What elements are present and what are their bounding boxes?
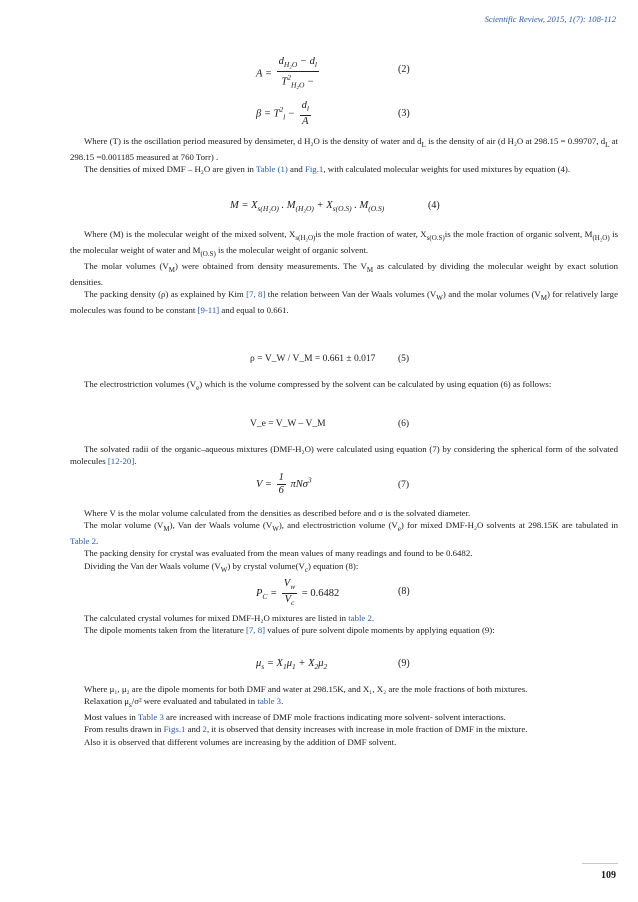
equation-4 — [0, 198, 638, 228]
link-ref-12-20[interactable]: [12-20] — [107, 456, 135, 467]
equation-5-number: (5) — [398, 354, 410, 364]
equation-5-formula: ρ = V_W / V_M = 0.661 ± 0.017 — [250, 354, 376, 364]
paragraph-packing-density: The packing density (ρ) as explained by Kim [7, 8] the relation between Van der Waals volumes $(V_W)$ and the molar volumes $(V_M)$ for relatively large molecules was found to be constant [9-11] and equal to 0.661. — [70, 289, 618, 316]
link-table-3-upper[interactable]: Table 3 — [137, 712, 164, 723]
page-number: 109 — [601, 870, 616, 881]
equation-6-number: (6) — [398, 419, 410, 429]
link-ref-7-8-b[interactable]: [7, 8] — [245, 625, 266, 636]
equation-4-number: (4) — [428, 200, 440, 211]
journal-citation: Scientific Review, 2015, 1(7): 108-112 — [484, 14, 616, 24]
paragraph-block-3 — [70, 378, 618, 394]
paragraph-molar-volume-def: Where V is the molar volume calculated from the densities as described before and σ is the solvated diameter. — [84, 508, 471, 518]
link-table-2-lower[interactable]: table 2 — [348, 613, 372, 623]
equation-6-formula: V_e = V_W – V_M — [250, 419, 326, 429]
paragraph-dipole-moments: The dipole moments taken from the literature [7, 8] values of pure solvent dipole moments by applying equation (9): — [84, 625, 495, 636]
equation-8-formula: $P_C$ = $\frac{V_w}{V_c}$ = 0.6482 — [256, 578, 340, 608]
equation-3-formula: $\beta = T^2_l$ − $\frac{d_l}{A}$ — [256, 100, 309, 128]
paragraph-densities: The densities of mixed DMF – H₂O are given in Table (1) and Fig.1, with calculated molecular weights for used mixtures by equation (4). — [84, 164, 571, 175]
paragraph-block-7 — [70, 683, 618, 748]
link-figs-1[interactable]: Figs.1 — [163, 724, 186, 735]
paragraph-molecular-weight: Where (M) is the molecular weight of the mixed solvent, $X_{s(H_2O)}is$ the mole fraction of water, $X_{s(O.S)}is$ the mole fraction of organic solvent, $M_{(H_2O)}$ is the molecular weight of water and $M_{(O.S)}$ is the molecular weight of organic solvent. — [70, 229, 618, 258]
link-table-1[interactable]: Table (1) — [255, 164, 288, 175]
equation-2-formula: A = $\frac{d_{H_2O} - d_l}{T^2_{H_2O} -}$ — [256, 56, 317, 90]
link-fig-1[interactable]: Fig.1 — [304, 164, 324, 175]
link-table-3[interactable]: table 3 — [257, 696, 282, 707]
paragraph-table-3-values: Most values in Table 3 are increased with increase of DMF mole fractions indicating more solvent- solvent interactions. — [84, 712, 506, 723]
link-table-2[interactable]: Table 2 — [70, 536, 97, 547]
equation-8-number: (8) — [398, 586, 410, 597]
paragraph-block-1 — [70, 135, 618, 175]
paragraph-dipole-def: Where μ₁, μ₂ are the dipole moments for both DMF and water at 298.15K, and X₁, X₂ are the mole fractions of both mixtures. — [84, 684, 528, 694]
link-ref-9-11[interactable]: [9-11] — [197, 305, 220, 316]
equation-9-number: (9) — [398, 658, 410, 669]
equation-4-formula: $M = X_{s(H_2O)}$ . $M_{(H_2O)} + X_{s(O.S)}$ . $M_{(O.S)}$ — [230, 200, 385, 214]
equation-7-number: (7) — [398, 480, 410, 490]
paragraph-block-4 — [70, 443, 618, 467]
link-ref-7-8[interactable]: [7, 8] — [246, 289, 266, 300]
equation-2 — [0, 50, 638, 90]
paragraph-block-6 — [70, 612, 618, 636]
paragraph-electrostriction: The electrostriction volumes $(V_e)$ which is the volume compressed by the solvent can be calculated by using equation (6) as follows: — [84, 379, 552, 392]
paragraph-solvated-radii: The solvated radii of the organic–aqueous mixtures (DMF-H₂O) were calculated using equation (7) by considering the spherical form of the solvated molecules [12-20]. — [70, 444, 618, 467]
paragraph-block-2 — [70, 228, 618, 316]
paragraph-block-5 — [70, 507, 618, 576]
link-fig-2[interactable]: 2 — [202, 724, 207, 735]
equation-3 — [0, 95, 638, 128]
paragraph-densimeter: Where (T) is the oscillation period measured by densimeter, d H₂O is the density of water and $d_L$ is the density of air (d H₂O at 298.15 = 0.99707, $d_L$ at 298.15 =0.001185 measured at 760 Torr) . — [70, 136, 618, 162]
paragraph-crystal-volumes: The calculated crystal volumes for mixed DMF-H₂O mixtures are listed in table 2. — [84, 613, 375, 623]
equation-7 — [0, 470, 638, 504]
footer-rule — [582, 863, 618, 864]
paragraph-molar-volumes: The molar volumes $(V_M)$ were obtained from density measurements. The $V_M$ as calculated by dividing the molecular weight by exact solution densities. — [70, 260, 618, 287]
equation-9-formula: $\mu_s = X_1\mu_1 + X_2\mu_2$ — [256, 658, 328, 672]
equation-7-formula: V = $\frac{1}{6}$ πNσ$^3$ — [256, 472, 312, 496]
paragraph-volume-trend: Also it is observed that different volumes are increasing by the addition of DMF solvent. — [84, 736, 397, 747]
paragraph-crystal-packing: The packing density for crystal was evaluated from the mean values of many readings and found to be 0.6482. — [84, 548, 473, 559]
equation-8 — [0, 576, 638, 610]
equation-2-number: (2) — [398, 64, 410, 75]
paragraph-relaxation: Relaxation $\mu_s/\sigma^2$ were evaluated and tabulated in table 3. — [84, 696, 284, 709]
paragraph-dividing-volume: Dividing the Van der Waals volume $(V_W)$ by crystal $volume(V_c)$ equation (8): — [84, 560, 359, 574]
equation-3-number: (3) — [398, 108, 410, 119]
paragraph-volumes-tabulated: The molar volume $(V_M)$, Van der Waals volume $(V_W)$, and electrostriction volume $(V_e)$ for mixed DMF-H₂O solvents at 298.15K are tabulated in Table 2. — [70, 520, 618, 547]
paragraph-density-trend: From results drawn in Figs.1 and 2, it is observed that density increases with increase in mole fraction of DMF in the mixture. — [84, 724, 528, 735]
